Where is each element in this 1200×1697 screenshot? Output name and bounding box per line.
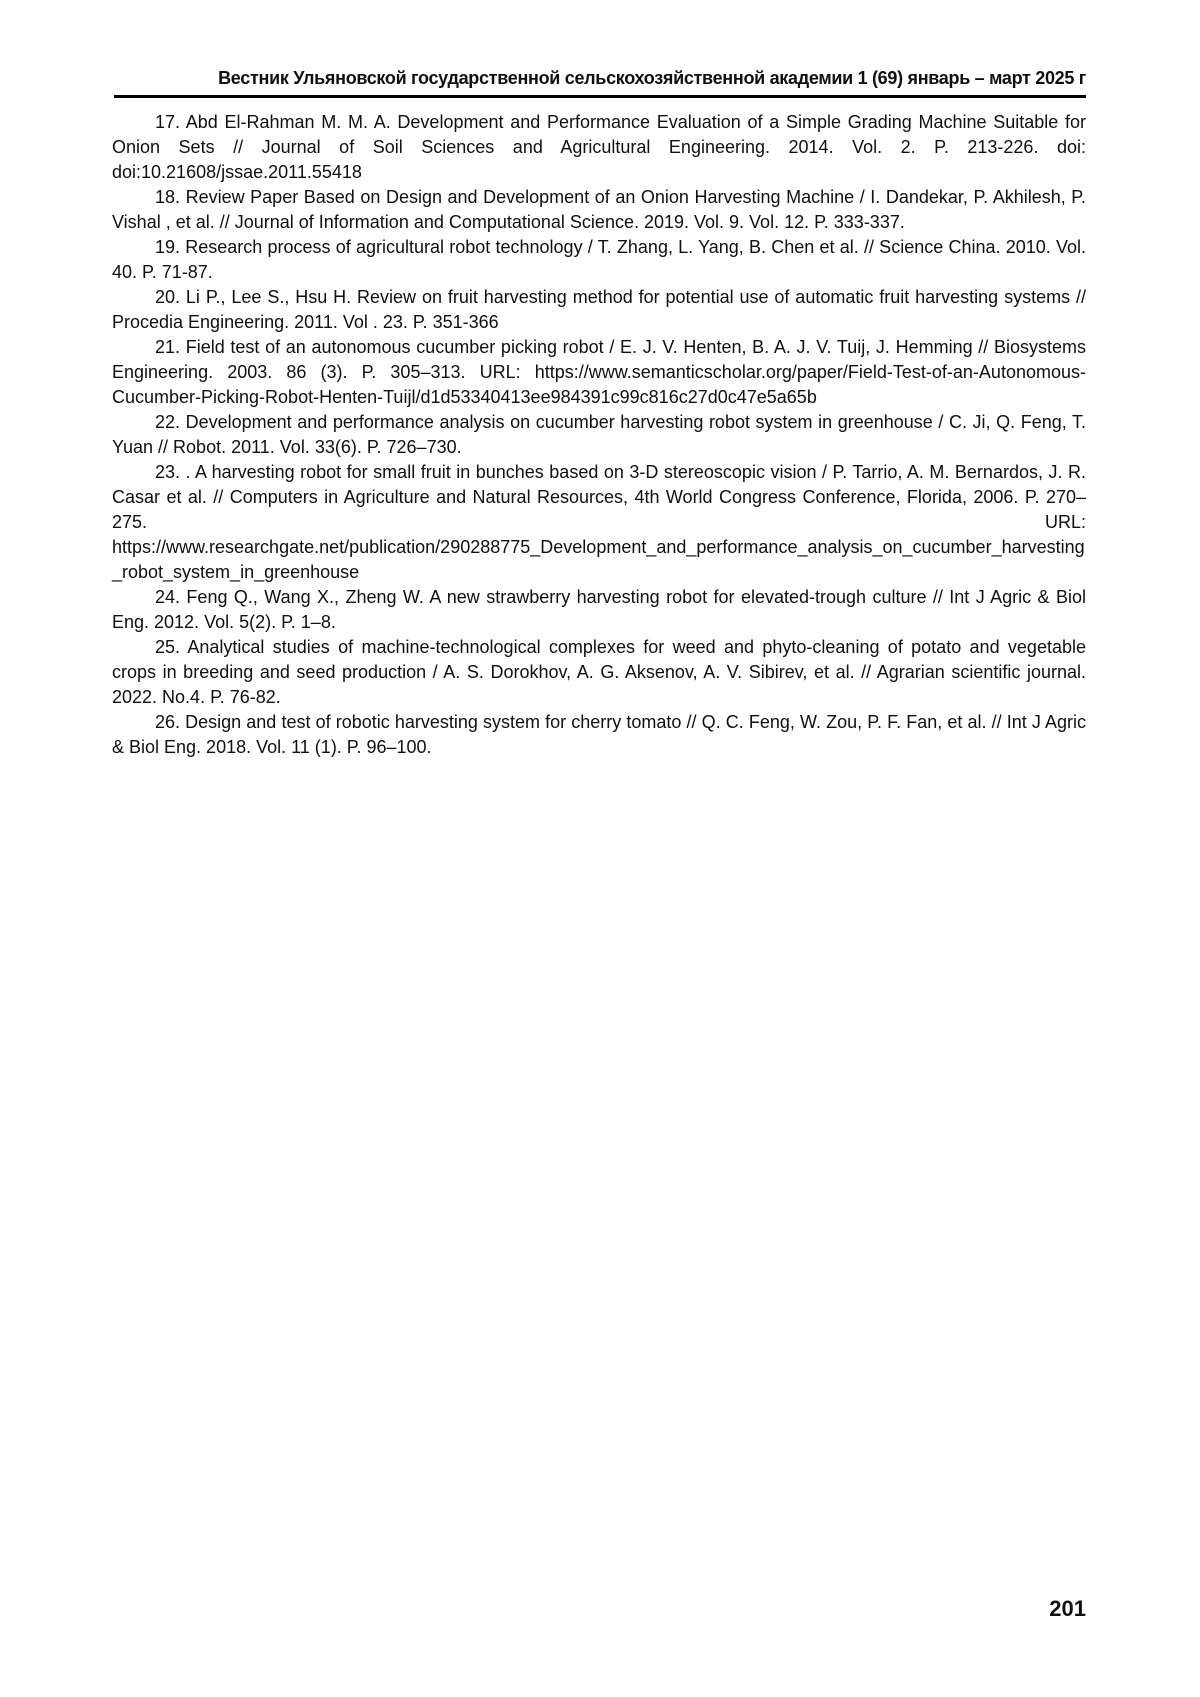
reference-item: 21. Field test of an autonomous cucumber picking robot / E. J. V. Henten, B. A. J. V. Tuij, J. Hemming // Biosystems Engineering. 2003. 86 (3). P. 305–313. URL: https://www.semanticscholar.org/paper/Field-Test-of-an-Autonomous-Cucumber-Picking-Robot-Henten-Tuijl/d1d53340413ee984391c99c816c27d0c47e5a65b [112, 337, 1086, 407]
reference-item: 20. Li P., Lee S., Hsu H. Review on fruit harvesting method for potential use of automatic fruit harvesting systems // Procedia Engineering. 2011. Vol . 23. P. 351-366 [112, 287, 1086, 332]
references-list [112, 110, 1086, 760]
reference-item: 22. Development and performance analysis on cucumber harvesting robot system in greenhouse / C. Ji, Q. Feng, T. Yuan // Robot. 2011. Vol. 33(6). P. 726–730. [112, 412, 1086, 457]
reference-item: 19. Research process of agricultural robot technology / T. Zhang, L. Yang, B. Chen et al. // Science China. 2010. Vol. 40. P. 71-87. [112, 237, 1086, 282]
journal-title: Вестник Ульяновской государственной сельскохозяйственной академии 1 (69) январь – март 2025 г [218, 68, 1086, 88]
reference-item: 24. Feng Q., Wang X., Zheng W. A new strawberry harvesting robot for elevated-trough culture // Int J Agric & Biol Eng. 2012. Vol. 5(2). P. 1–8. [112, 587, 1086, 632]
page-header [114, 66, 1086, 90]
reference-item: 26. Design and test of robotic harvesting system for cherry tomato // Q. C. Feng, W. Zou, P. F. Fan, et al. // Int J Agric & Biol Eng. 2018. Vol. 11 (1). P. 96–100. [112, 712, 1086, 757]
header-rule [114, 95, 1086, 98]
reference-item: 23. . A harvesting robot for small fruit in bunches based on 3-D stereoscopic vision / P. Tarrio, A. M. Bernardos, J. R. Casar et al. // Computers in Agriculture and Natural Resources, 4th World Congress Conference, Florida, 2006. P. 270–275. URL: https://www.researchgate.net/publication/290288775_Development_and_performance_analysis_on_cucumber_harvesting_robot_system_in_greenhouse [112, 462, 1086, 582]
reference-item: 18. Review Paper Based on Design and Development of an Onion Harvesting Machine / I. Dandekar, P. Akhilesh, P. Vishal , et al. // Journal of Information and Computational Science. 2019. Vol. 9. Vol. 12. P. 333-337. [112, 187, 1086, 232]
reference-item: 25. Analytical studies of machine-technological complexes for weed and phyto-cleaning of potato and vegetable crops in breeding and seed production / A. S. Dorokhov, A. G. Aksenov, A. V. Sibirev, et al. // Agrarian scientific journal. 2022. No.4. P. 76-82. [112, 637, 1086, 707]
reference-item: 17. Abd El-Rahman M. M. A. Development and Performance Evaluation of a Simple Grading Machine Suitable for Onion Sets // Journal of Soil Sciences and Agricultural Engineering. 2014. Vol. 2. P. 213-226. doi: doi:10.21608/jssae.2011.55418 [112, 112, 1086, 182]
page-number: 201 [1049, 1596, 1086, 1621]
